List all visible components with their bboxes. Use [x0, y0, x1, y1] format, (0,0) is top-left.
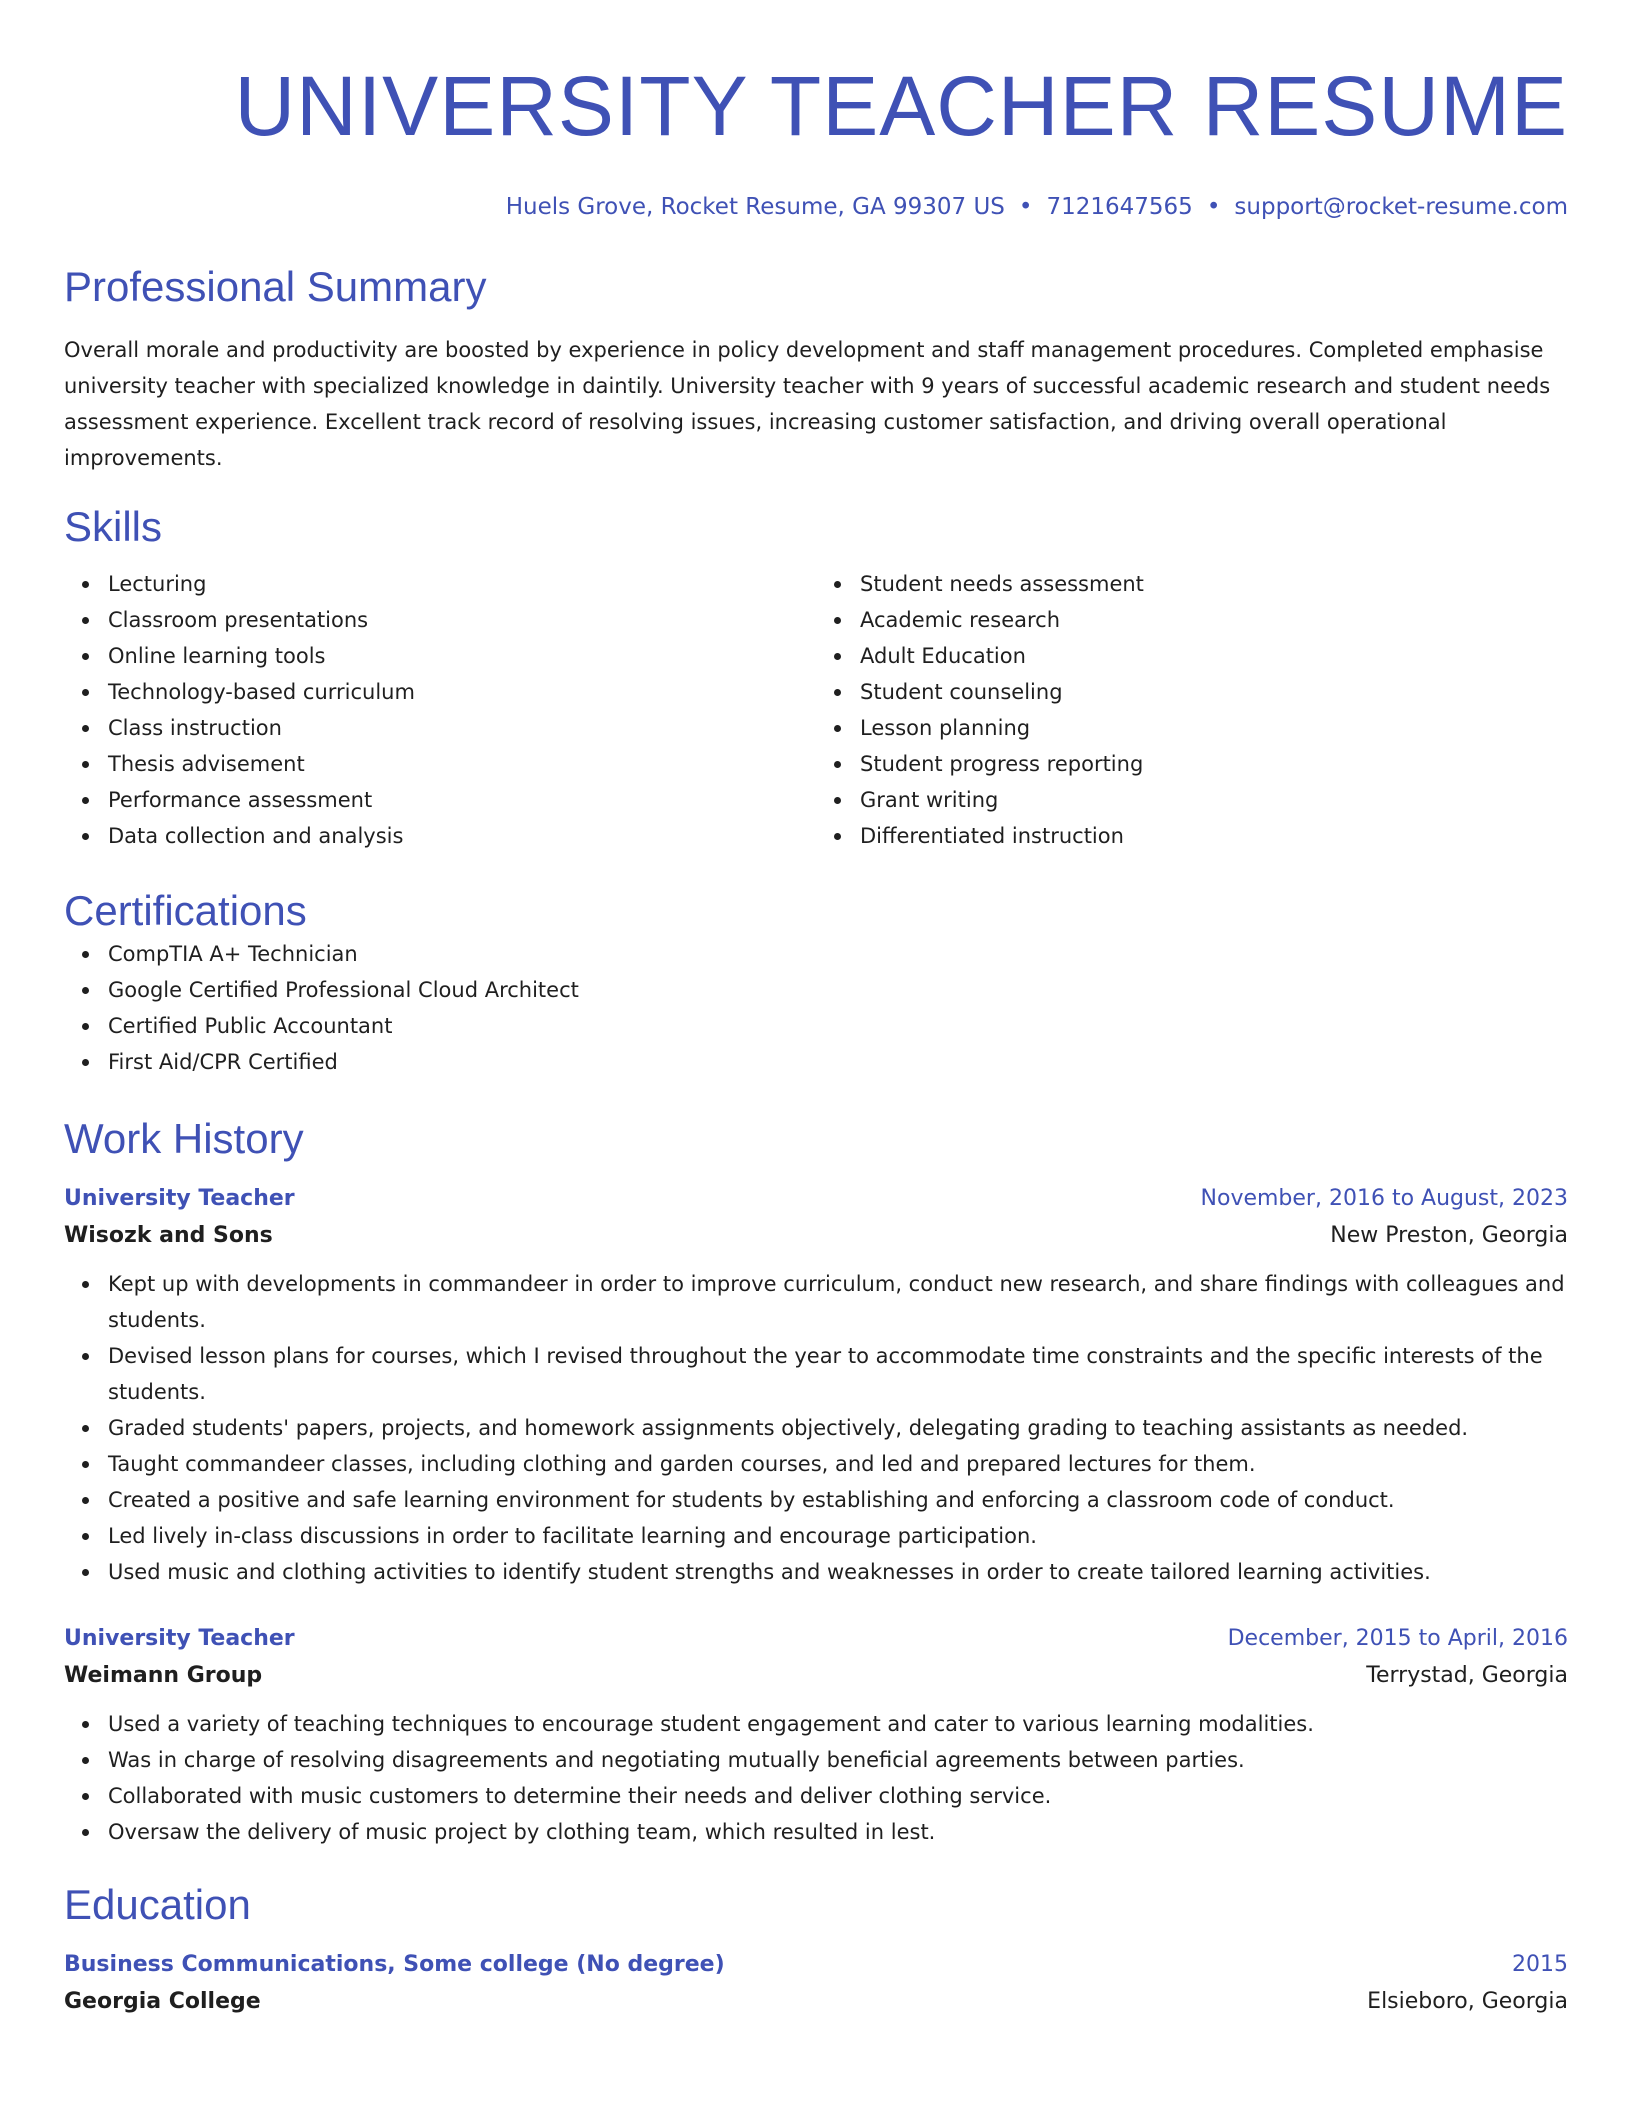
skill-item: Technology-based curriculum	[108, 674, 816, 710]
job-employer: Wisozk and Sons	[64, 1223, 273, 1248]
skill-item: Grant writing	[860, 782, 1568, 818]
job-bullet: Oversaw the delivery of music project by clothing team, which resulted in lest.	[108, 1814, 1568, 1850]
contact-separator: •	[1018, 194, 1033, 220]
education-school-row	[64, 1982, 1568, 2022]
education-location: Elsieboro, Georgia	[1367, 1989, 1568, 2014]
contact-line	[64, 192, 1568, 222]
skill-item: Academic research	[860, 602, 1568, 638]
job-bullet: Graded students' papers, projects, and homework assignments objectively, delegating grading to teaching assistants as needed.	[108, 1410, 1568, 1446]
job-employer-row	[64, 1656, 1568, 1696]
job-location: New Preston, Georgia	[1330, 1223, 1568, 1248]
education-year: 2015	[1512, 1952, 1568, 1977]
education-degree-row	[64, 1948, 1568, 1982]
work-history-heading: Work History	[64, 1115, 304, 1162]
skill-item: Lecturing	[108, 566, 816, 602]
job-dates: November, 2016 to August, 2023	[1200, 1186, 1568, 1211]
education-degree: Business Communications, Some college (No degree)	[64, 1952, 725, 1977]
job-employer-row	[64, 1216, 1568, 1256]
certification-item: CompTIA A+ Technician	[108, 936, 1568, 972]
job-bullet: Kept up with developments in commandeer in order to improve curriculum, conduct new research, and share findings with colleagues and students.	[108, 1266, 1568, 1338]
job-entry	[64, 1622, 1568, 1850]
job-dates: December, 2015 to April, 2016	[1227, 1626, 1568, 1651]
education-school: Georgia College	[64, 1989, 261, 2014]
job-bullet: Devised lesson plans for courses, which I revised throughout the year to accommodate time constraints and the specific interests of the students.	[108, 1338, 1568, 1410]
contact-separator: •	[1206, 194, 1221, 220]
job-bullet: Created a positive and safe learning environment for students by establishing and enforcing a classroom code of conduct.	[108, 1482, 1568, 1518]
certification-item: Certified Public Accountant	[108, 1008, 1568, 1044]
skill-item: Thesis advisement	[108, 746, 816, 782]
job-bullet: Taught commandeer classes, including clothing and garden courses, and led and prepared lectures for them.	[108, 1446, 1568, 1482]
skill-item: Online learning tools	[108, 638, 816, 674]
job-bullets	[64, 1706, 1568, 1850]
skills-list-right	[816, 566, 1568, 854]
skill-item: Student counseling	[860, 674, 1568, 710]
skills-grid	[64, 566, 1568, 854]
job-bullet: Used a variety of teaching techniques to encourage student engagement and cater to various learning modalities.	[108, 1706, 1568, 1742]
job-role: University Teacher	[64, 1626, 295, 1651]
certification-item: First Aid/CPR Certified	[108, 1044, 1568, 1080]
skill-item: Differentiated instruction	[860, 818, 1568, 854]
skills-list-left	[64, 566, 816, 854]
skill-item: Classroom presentations	[108, 602, 816, 638]
job-location: Terrystad, Georgia	[1366, 1663, 1568, 1688]
skill-item: Lesson planning	[860, 710, 1568, 746]
job-bullet: Led lively in-class discussions in order to facilitate learning and encourage participation.	[108, 1518, 1568, 1554]
job-title-row	[64, 1182, 1568, 1216]
skill-item: Class instruction	[108, 710, 816, 746]
education-heading: Education	[64, 1881, 251, 1928]
job-role: University Teacher	[64, 1186, 295, 1211]
job-entry	[64, 1182, 1568, 1590]
contact-email: support@rocket-resume.com	[1234, 194, 1568, 220]
summary-text: Overall morale and productivity are boosted by experience in policy development and staff management procedures. Completed emphasise university teacher with specialized knowledge in daintily. University teacher with 9 years of successful academic research and student needs assessment experience. Excellent track record of resolving issues, increasing customer satisfaction, and driving overall operational improvements.	[64, 338, 1551, 470]
summary-heading: Professional Summary	[64, 263, 487, 310]
job-bullet: Used music and clothing activities to identify student strengths and weaknesses in order to create tailored learning activities.	[108, 1554, 1568, 1590]
job-bullet: Collaborated with music customers to determine their needs and deliver clothing service.	[108, 1778, 1568, 1814]
resume-header	[64, 56, 1568, 222]
job-title-row	[64, 1622, 1568, 1656]
certification-item: Google Certified Professional Cloud Architect	[108, 972, 1568, 1008]
certifications-list	[64, 936, 1568, 1080]
job-employer: Weimann Group	[64, 1663, 263, 1688]
skill-item: Student needs assessment	[860, 566, 1568, 602]
skill-item: Data collection and analysis	[108, 818, 816, 854]
skill-item: Performance assessment	[108, 782, 816, 818]
job-bullet: Was in charge of resolving disagreements and negotiating mutually beneficial agreements between parties.	[108, 1742, 1568, 1778]
skills-heading: Skills	[64, 503, 163, 550]
certifications-heading: Certifications	[64, 887, 307, 934]
skill-item: Adult Education	[860, 638, 1568, 674]
contact-address: Huels Grove, Rocket Resume, GA 99307 US	[505, 194, 1005, 220]
contact-phone: 7121647565	[1046, 194, 1193, 220]
education-entry	[64, 1948, 1568, 2022]
job-bullets	[64, 1266, 1568, 1590]
skill-item: Student progress reporting	[860, 746, 1568, 782]
resume-title: UNIVERSITY TEACHER RESUME	[234, 59, 1568, 153]
